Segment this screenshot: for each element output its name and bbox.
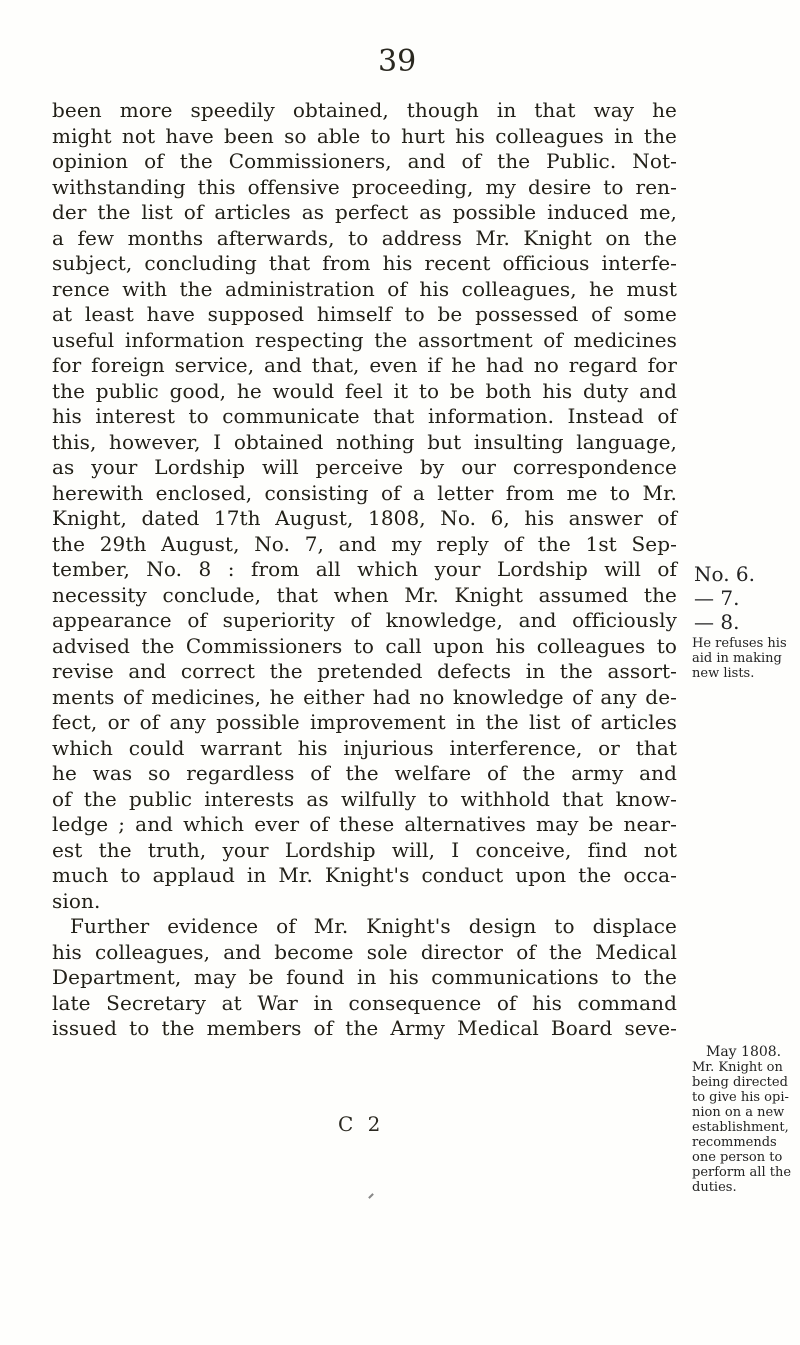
body-line: revise and correct the pretended defects in the assort- xyxy=(52,659,677,683)
margin-note-line: He refuses his xyxy=(692,636,787,651)
body-line: he was so regardless of the welfare of the army and xyxy=(52,761,677,785)
body-line: useful information respecting the assortment of medicines xyxy=(52,327,677,352)
body-line: Knight, dated 17th August, 1808, No. 6, his answer of xyxy=(52,506,677,530)
margin-note-line: establishment, xyxy=(692,1120,789,1135)
body-line: est the truth, your Lordship will, I conceive, find not xyxy=(52,837,677,862)
body-line: of the public interests as wilfully to withhold that know- xyxy=(52,786,677,811)
margin-note-line: to give his opi- xyxy=(692,1090,789,1105)
body-line: rence with the administration of his colleagues, he must xyxy=(52,276,677,301)
body-line: this, however, I obtained nothing but insulting language, xyxy=(52,429,677,454)
body-line: advised the Commissioners to call upon his colleagues to xyxy=(52,633,677,658)
margin-ref-no-8: — 8. xyxy=(694,610,740,634)
margin-note-line: Mr. Knight on xyxy=(692,1060,783,1075)
body-line: might not have been so able to hurt his colleagues in the xyxy=(52,123,677,148)
body-line: fect, or of any possible improvement in the list of articles xyxy=(52,710,677,734)
body-line: necessity conclude, that when Mr. Knight assumed the xyxy=(52,582,677,607)
body-line: been more speedily obtained, though in that way he xyxy=(52,98,677,122)
body-line: which could warrant his injurious interference, or that xyxy=(52,735,677,760)
margin-ref-no-6: No. 6. xyxy=(694,562,755,586)
ink-speck xyxy=(368,1193,374,1199)
body-line: as your Lordship will perceive by our correspondence xyxy=(52,455,677,479)
body-line: sion. xyxy=(52,888,101,913)
body-text xyxy=(52,98,677,1042)
body-line: Further evidence of Mr. Knight's design to displace xyxy=(70,914,677,938)
body-line: his interest to communicate that information. Instead of xyxy=(52,404,677,428)
margin-note-line: aid in making xyxy=(692,651,782,666)
margin-note-line: May 1808. xyxy=(706,1044,782,1060)
body-line: his colleagues, and become sole director of the Medical xyxy=(52,939,677,964)
margin-references xyxy=(694,562,755,634)
page-number: 39 xyxy=(378,44,417,79)
body-line: der the list of articles as perfect as possible induced me, xyxy=(52,200,677,224)
body-line: issued to the members of the Army Medical Board seve- xyxy=(52,1016,677,1040)
margin-note-line: being directed xyxy=(692,1075,788,1090)
body-line: for foreign service, and that, even if he had no regard for xyxy=(52,353,677,377)
body-line: appearance of superiority of knowledge, and officiously xyxy=(52,608,677,632)
margin-note-line: one person to xyxy=(692,1150,783,1165)
body-line: opinion of the Commissioners, and of the Public. Not- xyxy=(52,149,677,173)
margin-note-line: duties. xyxy=(692,1180,737,1195)
body-line: ments of medicines, he either had no knowledge of any de- xyxy=(52,684,677,709)
body-line: herewith enclosed, consisting of a letter from me to Mr. xyxy=(52,480,677,505)
body-line: tember, No. 8 : from all which your Lordship will of xyxy=(52,557,677,581)
margin-note-refuses-aid xyxy=(692,636,797,681)
body-line: the public good, he would feel it to be both his duty and xyxy=(52,378,677,403)
body-line: the 29th August, No. 7, and my reply of the 1st Sep- xyxy=(52,531,677,556)
margin-ref-no-7: — 7. xyxy=(694,586,740,610)
body-line: withstanding this offensive proceeding, my desire to ren- xyxy=(52,174,677,199)
margin-note-line: recommends xyxy=(692,1135,777,1150)
body-line: ledge ; and which ever of these alternatives may be near- xyxy=(52,812,677,836)
body-line: Department, may be found in his communications to the xyxy=(52,965,677,989)
margin-note-line: perform all the xyxy=(692,1165,792,1180)
margin-note-may-1808 xyxy=(692,1045,797,1195)
body-line: at least have supposed himself to be possessed of some xyxy=(52,302,677,326)
body-line: late Secretary at War in consequence of his command xyxy=(52,990,677,1015)
margin-note-line: new lists. xyxy=(692,666,755,681)
body-line: a few months afterwards, to address Mr. Knight on the xyxy=(52,225,677,250)
body-line: much to applaud in Mr. Knight's conduct upon the occa- xyxy=(52,863,677,887)
body-line: subject, concluding that from his recent officious interfe- xyxy=(52,251,677,275)
margin-note-line: nion on a new xyxy=(692,1105,785,1120)
signature-mark: C 2 xyxy=(338,1112,385,1136)
